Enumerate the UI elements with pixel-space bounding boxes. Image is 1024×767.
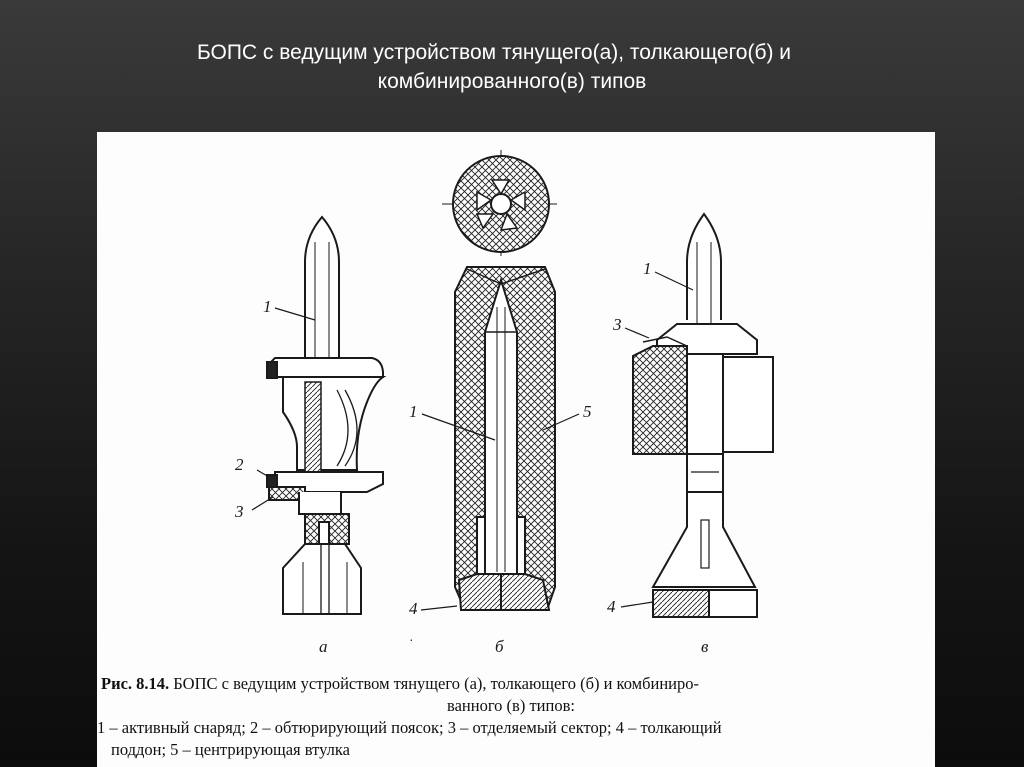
sublabel-b: б	[495, 637, 504, 656]
sublabel-a: а	[319, 637, 328, 656]
label-b4: 4	[409, 599, 418, 618]
caption-fig-number: Рис. 8.14.	[101, 674, 170, 693]
caption-line1-wrap	[101, 673, 699, 695]
sublabel-v: в	[701, 637, 709, 656]
label-b1: 1	[409, 402, 418, 421]
b-penetrator	[485, 280, 517, 577]
b-pusher-sabot	[459, 574, 549, 610]
caption-line3: 1 – активный снаряд; 2 – обтюрирующий поясок; 3 – отделяемый сектор; 4 – толкающий	[97, 718, 722, 737]
projectile-a	[252, 217, 383, 614]
projectile-b	[421, 150, 579, 610]
label-a2: 2	[235, 455, 244, 474]
slide-title-line1: БОПС с ведущим устройством тянущего(а), толкающего(б) и	[196, 41, 792, 64]
label-v4: 4	[607, 597, 616, 616]
caption-line4: поддон; 5 – центрирующая втулка	[111, 740, 350, 759]
label-v1: 1	[643, 259, 652, 278]
a-upper-flange	[269, 358, 383, 377]
label-a3: 3	[235, 502, 244, 521]
label-a1: 1	[263, 297, 272, 316]
v-separable-sector	[633, 346, 687, 454]
v-penetrator	[687, 214, 721, 320]
bops-diagram	[97, 132, 935, 767]
a-penetrator	[305, 217, 339, 360]
label-b5: 5	[583, 402, 592, 421]
figure-scan	[97, 132, 935, 767]
a-threads	[305, 382, 321, 477]
a-stabilizer	[283, 544, 361, 614]
b-cross-section	[442, 150, 557, 256]
v-pusher	[653, 590, 709, 617]
caption-line2: ванного (в) типов:	[447, 696, 575, 715]
label-v3: 3	[613, 315, 622, 334]
slide-title	[0, 38, 1024, 96]
caption-line1: БОПС с ведущим устройством тянущего (а), толкающего (б) и комбиниро-	[173, 674, 699, 693]
v-right-block	[723, 357, 773, 452]
slide-title-line2: комбинированного(в) типов	[377, 70, 647, 93]
scan-dot: ·	[409, 631, 414, 647]
a-sabot-waist	[283, 377, 383, 470]
